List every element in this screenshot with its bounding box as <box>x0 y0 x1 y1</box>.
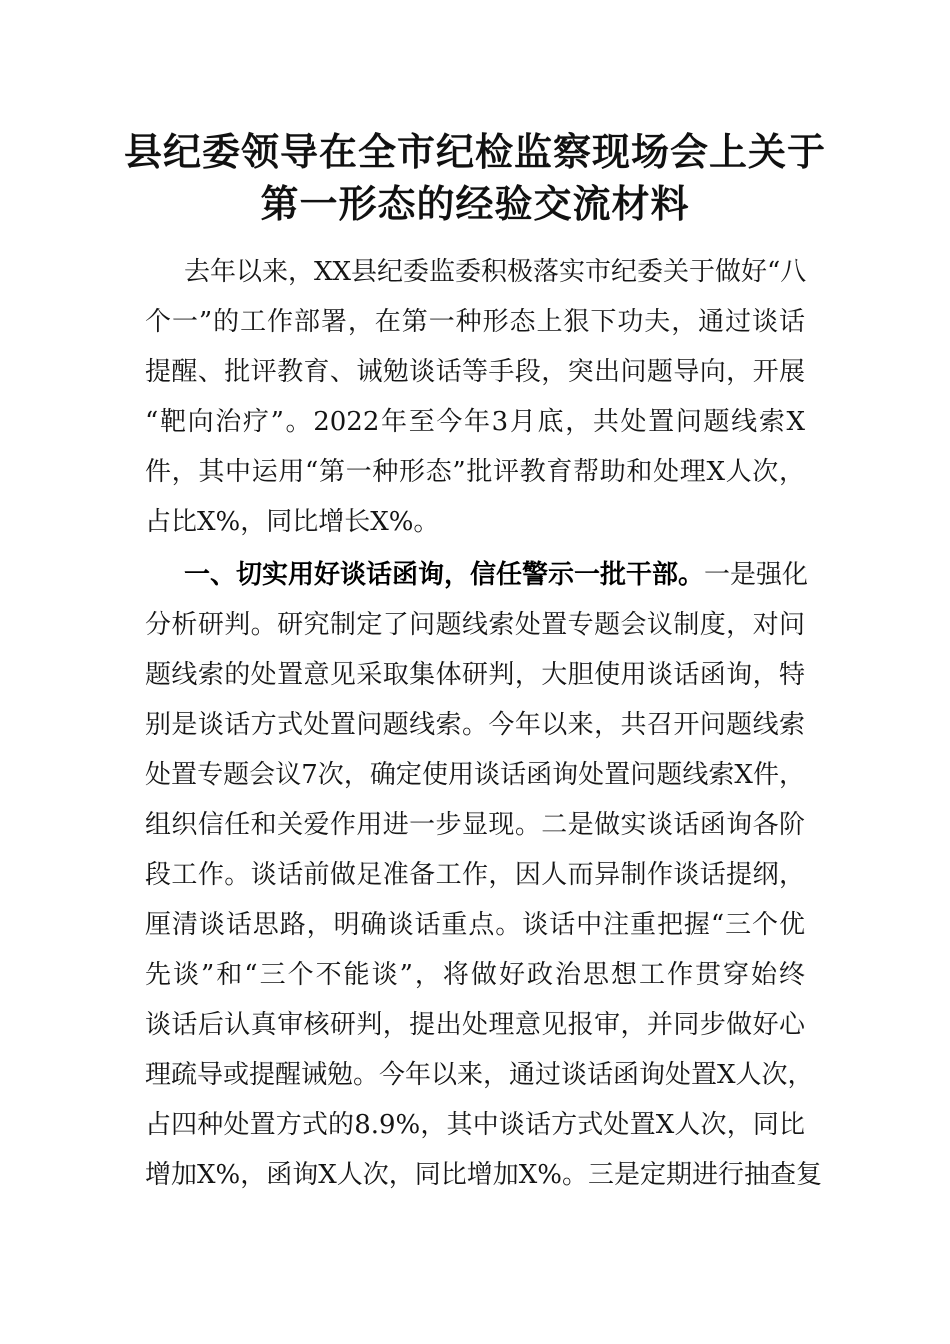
document-title-line-1: 县纪委领导在全市纪检监察现场会上关于 <box>123 129 826 174</box>
paragraph-1-line: 个一”的工作部署，在第一种形态上狠下功夫，通过谈话 <box>145 307 805 337</box>
section-1-line: 谈话后认真审核研判，提出处理意见报审，并同步做好心 <box>145 1010 805 1040</box>
section-1-line: 占四种处置方式的8.9%，其中谈话方式处置X人次，同比 <box>145 1110 805 1140</box>
paragraph-1-line: 件，其中运用“第一种形态”批评教育帮助和处理X人次， <box>145 457 805 487</box>
section-1-line: 分析研判。研究制定了问题线索处置专题会议制度，对问 <box>145 610 805 640</box>
document-title-line-2: 第一形态的经验交流材料 <box>260 181 690 226</box>
section-1-first-line-text: 一是强化 <box>704 560 809 590</box>
section-1-line: 先谈”和“三个不能谈”，将做好政治思想工作贯穿始终 <box>145 960 805 990</box>
section-1-line: 段工作。谈话前做足准备工作，因人而异制作谈话提纲， <box>145 860 805 890</box>
section-1-line: 别是谈话方式处置问题线索。今年以来，共召开问题线索 <box>145 710 805 740</box>
section-1-line: 增加X%，函询X人次，同比增加X%。三是定期进行抽查复 <box>145 1160 822 1190</box>
section-1-line: 组织信任和关爱作用进一步显现。二是做实谈话函询各阶 <box>145 810 805 840</box>
paragraph-1-line: 提醒、批评教育、诫勉谈话等手段，突出问题导向，开展 <box>145 357 805 387</box>
section-1-line: 题线索的处置意见采取集体研判，大胆使用谈话函询，特 <box>145 660 805 690</box>
section-1-line: 处置专题会议7次，确定使用谈话函询处置问题线索X件， <box>145 760 805 790</box>
paragraph-1-line: 占比X%，同比增长X%。 <box>145 507 440 537</box>
section-1-first-line <box>184 550 809 600</box>
section-1-line: 理疏导或提醒诫勉。今年以来，通过谈话函询处置X人次， <box>145 1060 814 1090</box>
section-1-heading: 一、切实用好谈话函询，信任警示一批干部。 <box>184 560 705 590</box>
paragraph-1-line: 去年以来，XX县纪委监委积极落实市纪委关于做好“八 <box>184 257 807 287</box>
paragraph-1-line: “靶向治疗”。2022年至今年3月底，共处置问题线索X <box>145 407 805 437</box>
section-1-line: 厘清谈话思路，明确谈话重点。谈话中注重把握“三个优 <box>145 910 805 940</box>
